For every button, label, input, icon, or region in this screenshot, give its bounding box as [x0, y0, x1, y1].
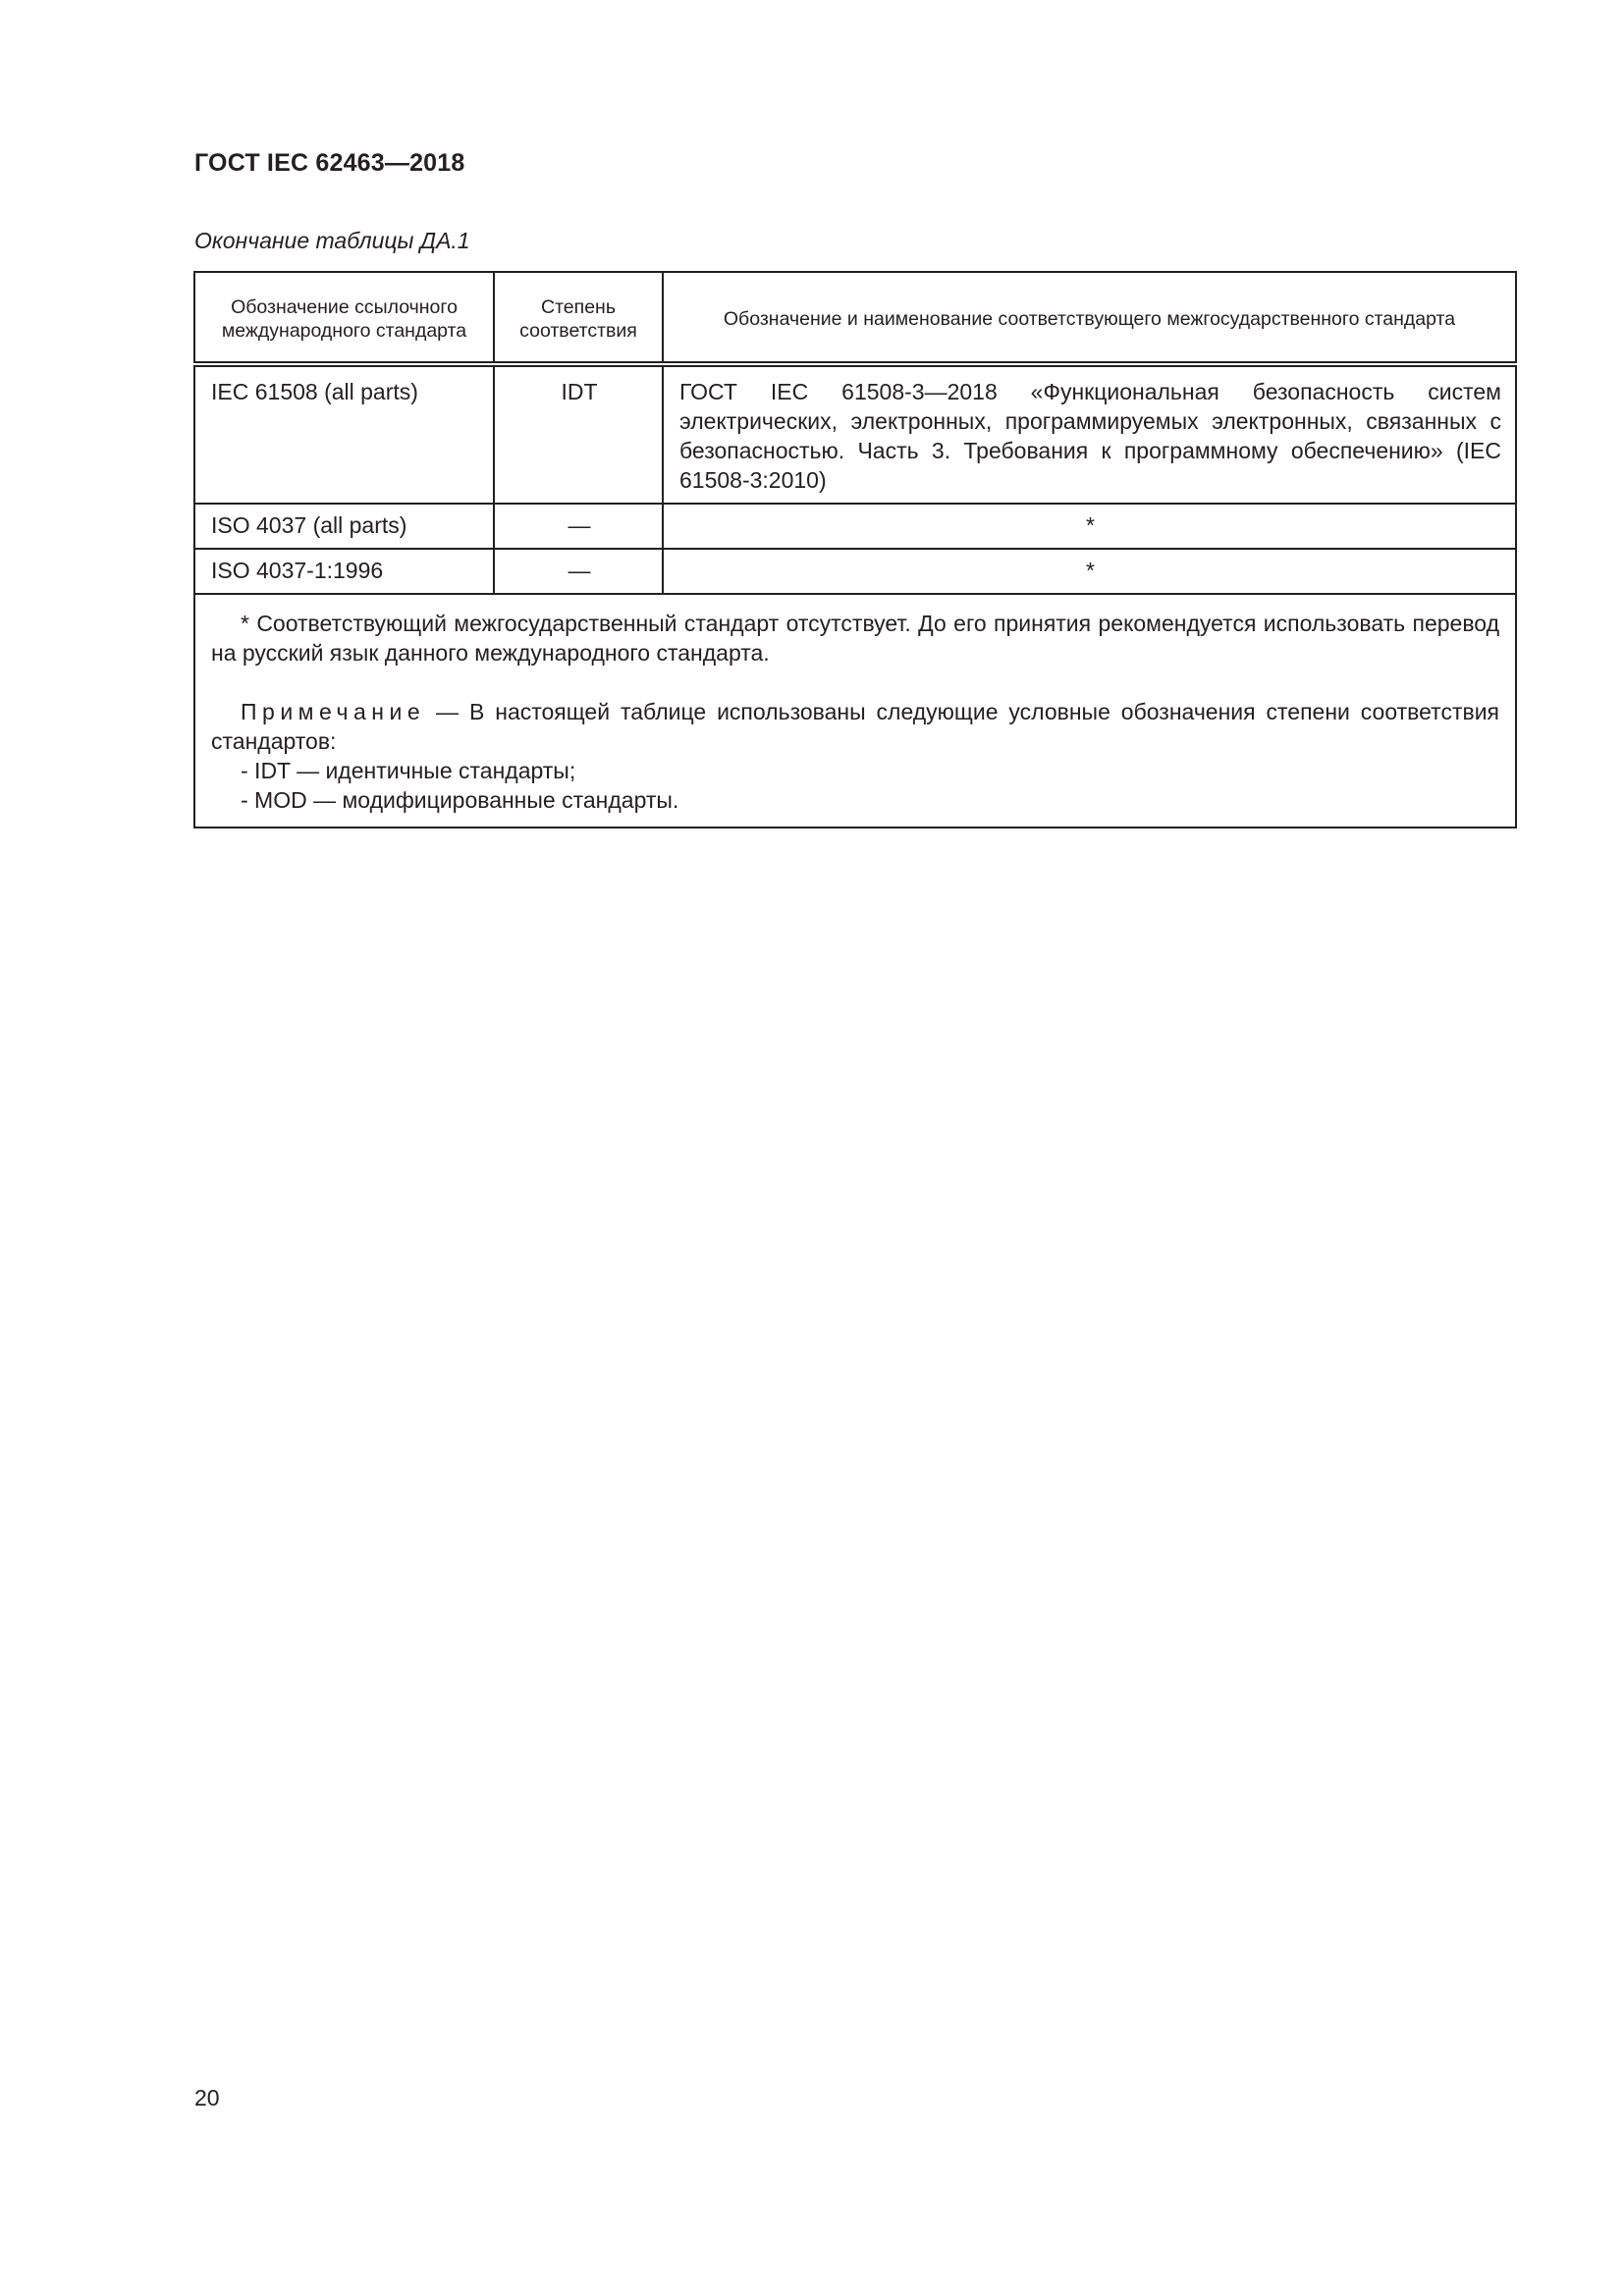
table-notes-row — [194, 594, 1516, 828]
note-label: Примечание — [241, 699, 426, 724]
legend-item-idt: - IDT — идентичные стандарты; — [241, 758, 576, 783]
cell-standard: * — [663, 549, 1516, 594]
cell-standard: ГОСТ IEC 61508-3—2018 «Функциональная безопасность систем электрических, электронных, программируемых электронных, связанных с безопасностью. Часть 3. Требования к программному обеспечению» (IEC 61508-3:2010) — [663, 364, 1516, 504]
cell-degree: — — [494, 549, 663, 594]
legend-item-mod: - MOD — модифицированные стандарты. — [241, 787, 679, 813]
table-note — [211, 697, 1499, 756]
cell-reference: IEC 61508 (all parts) — [194, 364, 494, 504]
cell-degree: — — [494, 504, 663, 549]
table-footnote: * Соответствующий межгосударственный стандарт отсутствует. До его принятия рекомендуется использовать перевод на русский язык данного международного стандарта. — [211, 611, 1499, 666]
table-header-row — [194, 272, 1516, 364]
table-notes-cell — [194, 594, 1516, 828]
document-header: ГОСТ IEC 62463—2018 — [194, 149, 465, 177]
cell-standard: * — [663, 504, 1516, 549]
table-caption: Окончание таблицы ДА.1 — [194, 228, 470, 253]
column-header-standard: Обозначение и наименование соответствующего межгосударственного стандарта — [663, 272, 1516, 364]
column-header-degree: Степень соответствия — [494, 272, 663, 364]
cell-degree: IDT — [494, 364, 663, 504]
table-row — [194, 504, 1516, 549]
column-header-reference: Обозначение ссылочного международного стандарта — [194, 272, 494, 364]
cell-reference: ISO 4037 (all parts) — [194, 504, 494, 549]
note-text: — В настоящей таблице использованы следующие условные обозначения степени соответствия стандартов: — [211, 699, 1499, 754]
standards-table-container — [193, 271, 1517, 828]
table-row — [194, 549, 1516, 594]
standards-correspondence-table — [193, 271, 1517, 828]
table-row — [194, 364, 1516, 504]
cell-reference: ISO 4037-1:1996 — [194, 549, 494, 594]
page-number: 20 — [194, 2085, 220, 2110]
